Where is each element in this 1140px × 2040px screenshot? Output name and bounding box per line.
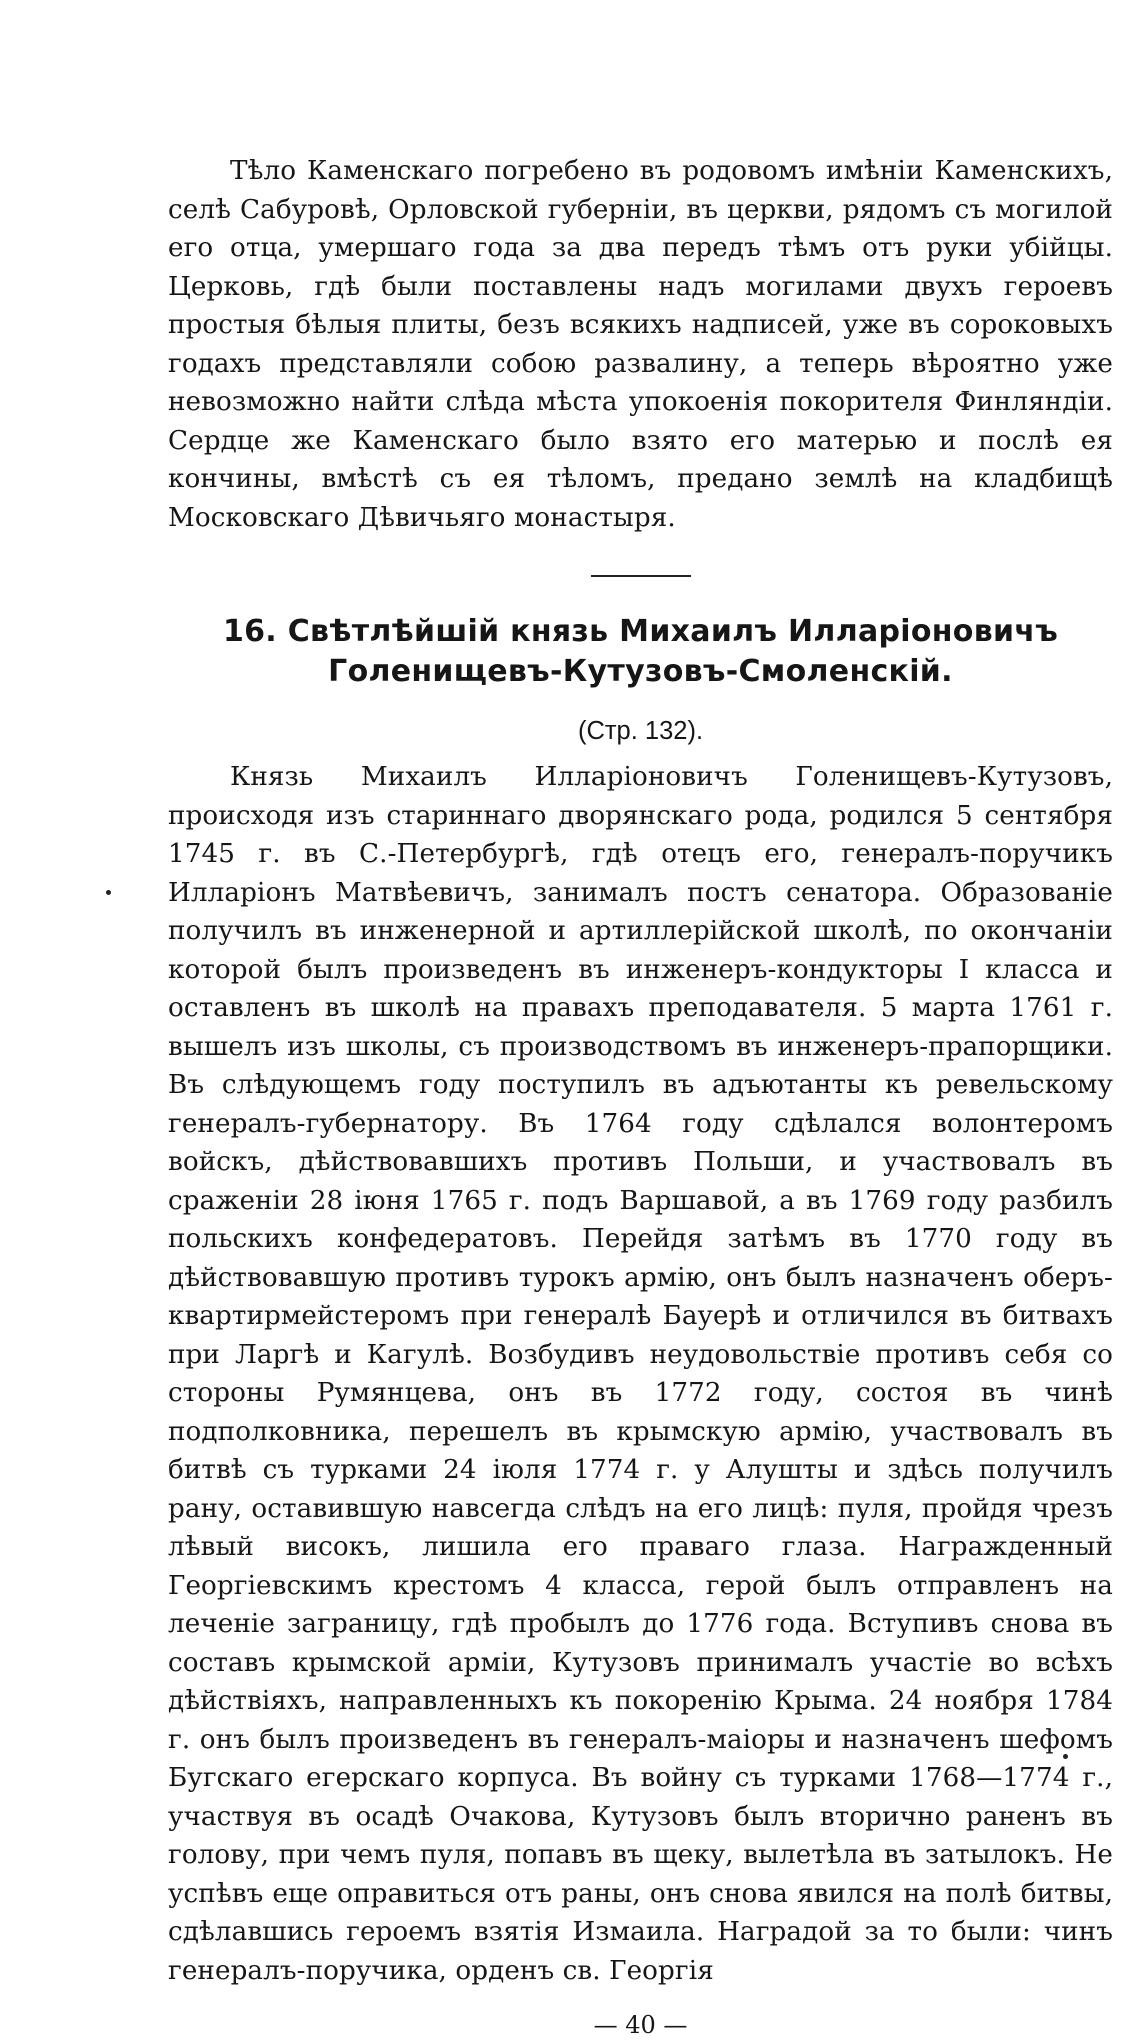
- paragraph-kutuzov-biography: Князь Михаилъ Илларіоновичъ Голенищевъ-Кутузовъ, происходя изъ стариннаго дворянскаго рода, родился 5 сентября 1745 г. въ С.-Петербургѣ, гдѣ отецъ его, генералъ-поручикъ Илларіонъ Матвѣевичъ, занималъ постъ сенатора. Образованіе получилъ въ инженерной и артиллерійской школѣ, по окончаніи которой былъ произведенъ въ инженеръ-кондукторы I класса и оставленъ въ школѣ на правахъ преподавателя. 5 марта 1761 г. вышелъ изъ школы, съ производствомъ въ инженеръ-прапорщики. Въ слѣдующемъ году поступилъ въ адъютанты къ ревельскому генералъ-губернатору. Въ 1764 году сдѣлался волонтеромъ войскъ, дѣйствовавшихъ противъ Польши, и участвовалъ въ сраженіи 28 іюня 1765 г. подъ Варшавой, а въ 1769 году разбилъ польскихъ конфедератовъ. Перейдя затѣмъ въ 1770 году въ дѣйствовавшую противъ турокъ армію, онъ былъ назначенъ оберъ-квартирмейстеромъ при генералѣ Бауерѣ и отличился въ битвахъ при Ларгѣ и Кагулѣ. Возбудивъ неудовольствіе противъ себя со стороны Румянцева, онъ въ 1772 году, состоя въ чинѣ подполковника, перешелъ въ крымскую армію, участвовалъ въ битвѣ съ турками 24 іюля 1774 г. у Алушты и здѣсь получилъ рану, оставившую навсегда слѣдъ на его лицѣ: пуля, пройдя чрезъ лѣвый високъ, лишила его праваго глаза. Награжденный Георгіевскимъ крестомъ 4 класса, герой былъ отправленъ на леченіе заграницу, гдѣ пробылъ до 1776 года. Вступивъ снова въ составъ крымской арміи, Кутузовъ принималъ участіе во всѣхъ дѣйствіяхъ, направленныхъ къ покоренію Крыма. 24 ноября 1784 г. онъ былъ произведенъ въ генералъ-маіоры и назначенъ шефомъ Бугскаго егерскаго корпуса. Въ войну съ турками 1768—1774 г., участвуя въ осадѣ Очакова, Кутузовъ былъ вторично раненъ въ голову, при чемъ пуля, попавъ въ щеку, вылетѣла въ затылокъ. Не успѣвъ еще оправиться отъ раны, онъ снова явился на полѣ битвы, сдѣлавшись героемъ взятія Измаила. Наградой за то были: чинъ генералъ-поручика, орденъ св. Георгія: [168, 762, 1113, 1986]
- paragraph-kamensky-burial: Тѣло Каменскаго погребено въ родовомъ имѣніи Каменскихъ, селѣ Сабуровѣ, Орловской губерніи, въ церкви, рядомъ съ могилой его отца, умершаго года за два передъ тѣмъ отъ руки убійцы. Церковь, гдѣ были поставлены надъ могилами двухъ героевъ простыя бѣлыя плиты, безъ всякихъ надписей, уже въ сороковыхъ годахъ представляли собою развалину, а теперь вѣроятно уже невозможно найти слѣда мѣста упокоенія покорителя Финляндіи. Сердце же Каменскаго было взято его матерью и послѣ ея кончины, вмѣстѣ съ ея тѣломъ, предано землѣ на кладбищѣ Московскаго Дѣвичьяго монастыря.: [168, 156, 1113, 533]
- document-page: [168, 152, 1113, 2040]
- scan-speck: [106, 890, 111, 895]
- page-reference: (Стр. 132).: [577, 717, 704, 745]
- section-heading: 16. Свѣтлѣйшій князь Михаилъ Илларіоновичъ Голенищевъ-Кутузовъ-Смоленскій.: [222, 614, 1059, 689]
- page-number: — 40 —: [593, 2011, 688, 2039]
- section-divider: [591, 575, 691, 577]
- scan-speck: [1063, 1754, 1068, 1759]
